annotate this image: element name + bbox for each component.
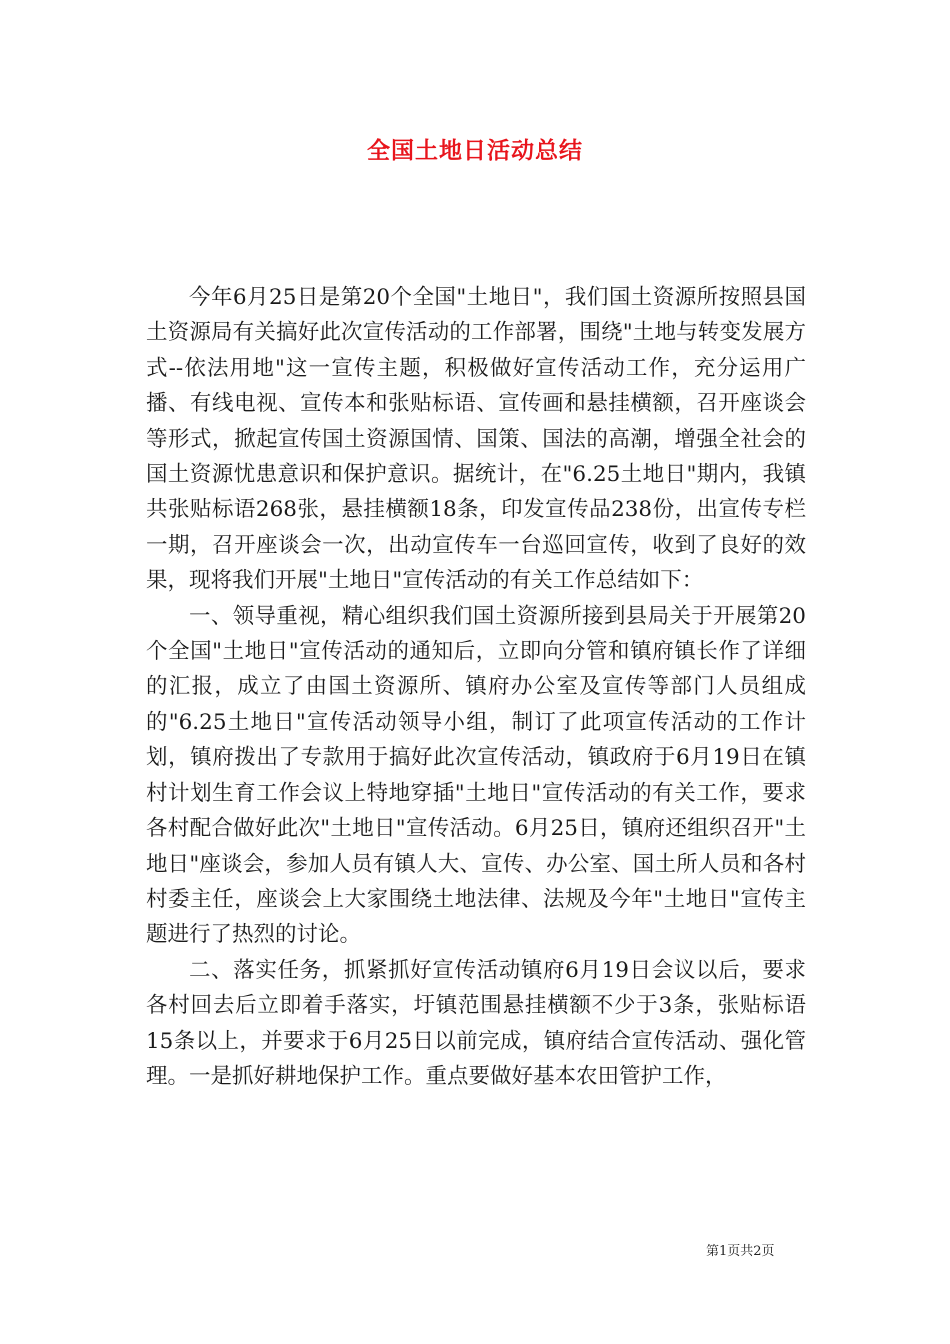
paragraph-section-one: 一、领导重视，精心组织我们国土资源所接到县局关于开展第20个全国"土地日"宣传活动的通知后，立即向分管和镇府镇长作了详细的汇报，成立了由国土资源所、镇府办公室及宣传等部门人员组成的"6.25土地日"宣传活动领导小组，制订了此项宣传活动的工作计划，镇府拨出了专款用于搞好此次宣传活动，镇政府于6月19日在镇村计划生育工作会议上特地穿插"土地日"宣传活动的有关工作，要求各村配合做好此次"土地日"宣传活动。6月25日，镇府还组织召开"土地日"座谈会，参加人员有镇人大、宣传、办公室、国土所人员和各村村委主任，座谈会上大家围绕土地法律、法规及今年"土地日"宣传主题进行了热烈的讨论。 bbox=[146, 603, 806, 948]
document-body bbox=[146, 280, 806, 1094]
page-number: 第1页共2页 bbox=[706, 1244, 775, 1259]
paragraph-intro: 今年6月25日是第20个全国"土地日"，我们国土资源所按照县国土资源局有关搞好此次宣传活动的工作部署，围绕"土地与转变发展方式--依法用地"这一宣传主题，积极做好宣传活动工作，充分运用广播、有线电视、宣传本和张贴标语、宣传画和悬挂横额，召开座谈会等形式，掀起宣传国土资源国情、国策、国法的高潮，增强全社会的国土资源忧患意识和保护意识。据统计，在"6.25土地日"期内，我镇共张贴标语268张，悬挂横额18条，印发宣传品238份，出宣传专栏一期，召开座谈会一次，出动宣传车一台巡回宣传，收到了良好的效果，现将我们开展"土地日"宣传活动的有关工作总结如下： bbox=[146, 285, 806, 594]
paragraph-section-two: 二、落实任务，抓紧抓好宣传活动镇府6月19日会议以后，要求各村回去后立即着手落实，圩镇范围悬挂横额不少于3条，张贴标语15条以上，并要求于6月25日以前完成，镇府结合宣传活动、强化管理。一是抓好耕地保护工作。重点要做好基本农田管护工作， bbox=[146, 957, 806, 1089]
document-title: 全国土地日活动总结 bbox=[367, 137, 583, 164]
